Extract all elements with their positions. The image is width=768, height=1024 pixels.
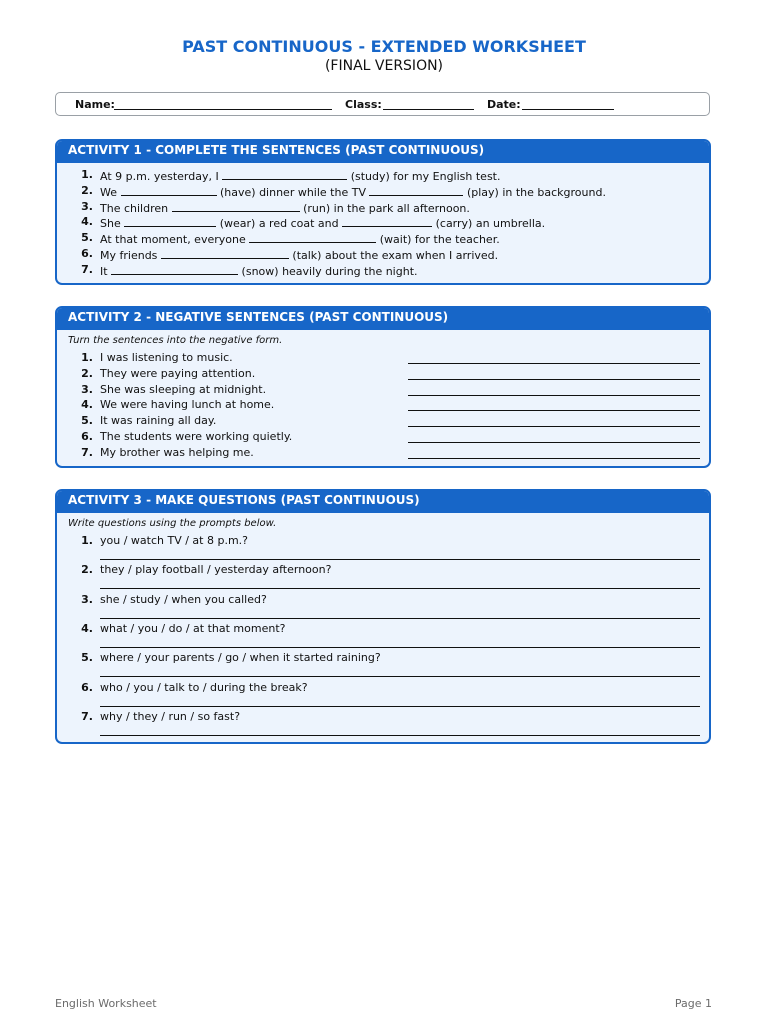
sentence-text: At 9 p.m. yesterday, I	[100, 170, 223, 183]
sentence-text: (snow) heavily during the night.	[238, 264, 418, 278]
item-number: 3.	[81, 199, 93, 213]
name-field[interactable]	[114, 109, 332, 110]
answer-blank[interactable]	[161, 247, 289, 259]
sentence	[100, 184, 606, 199]
item-number: 2.	[81, 183, 93, 197]
date-label: Date:	[487, 98, 521, 111]
item-number: 5.	[81, 651, 93, 665]
sentence: They were paying attention.	[100, 366, 256, 380]
sentence-text: The children	[100, 201, 172, 215]
class-label: Class:	[345, 98, 382, 111]
item-number: 2.	[81, 366, 93, 380]
sentence-text: At that moment, everyone	[100, 233, 250, 247]
answer-line[interactable]	[100, 735, 700, 736]
answer-line[interactable]	[100, 559, 700, 560]
answer-line[interactable]	[408, 379, 700, 380]
sentence-text: My friends	[100, 249, 161, 262]
item-number: 2.	[81, 563, 93, 577]
prompt: what / you / do / at that moment?	[100, 621, 286, 635]
item-number: 6.	[81, 430, 93, 443]
activity-3-section	[55, 489, 711, 744]
sentence-text: (have) dinner while the TV	[216, 185, 370, 199]
item-number: 7.	[81, 445, 93, 459]
item-number: 1.	[81, 168, 93, 181]
answer-line[interactable]	[408, 395, 700, 396]
sentence: We were having lunch at home.	[100, 398, 275, 412]
item-number: 6.	[81, 680, 93, 694]
item-number: 1.	[81, 351, 93, 364]
answer-line[interactable]	[100, 676, 700, 677]
item-number: 7.	[81, 262, 93, 276]
answer-blank[interactable]	[124, 215, 216, 227]
answer-blank[interactable]	[342, 215, 432, 227]
activity-1-section	[55, 139, 711, 285]
answer-line[interactable]	[408, 410, 700, 411]
prompt: they / play football / yesterday afternoon?	[100, 563, 332, 577]
item-number: 3.	[81, 592, 93, 606]
item-number: 7.	[81, 709, 93, 723]
answer-blank[interactable]	[111, 263, 238, 275]
sentence	[100, 247, 498, 262]
sentence-text: She	[100, 217, 125, 231]
answer-line[interactable]	[408, 458, 700, 459]
sentence	[100, 263, 418, 278]
student-info-box	[55, 92, 710, 116]
sentence: I was listening to music.	[100, 351, 233, 364]
name-label: Name:	[75, 98, 115, 111]
answer-blank[interactable]	[172, 200, 300, 212]
item-number: 3.	[81, 382, 93, 396]
sentence-text: (wait) for the teacher.	[376, 233, 500, 247]
answer-blank[interactable]	[369, 184, 463, 196]
sentence-text: (wear) a red coat and	[216, 217, 343, 231]
sentence: The students were working quietly.	[100, 430, 293, 443]
answer-blank[interactable]	[222, 168, 347, 180]
item-number: 5.	[81, 414, 93, 428]
item-number: 4.	[81, 398, 93, 412]
sentence-text: (play) in the background.	[463, 185, 606, 199]
sentence-text: We	[100, 185, 121, 199]
answer-line[interactable]	[100, 647, 700, 648]
sentence-text: (study) for my English test.	[347, 170, 501, 183]
answer-line[interactable]	[100, 588, 700, 589]
answer-line[interactable]	[408, 363, 700, 364]
item-number: 4.	[81, 215, 93, 229]
prompt: why / they / run / so fast?	[100, 709, 241, 723]
sentence-text: (run) in the park all afternoon.	[299, 201, 470, 215]
sentence-text: (talk) about the exam when I arrived.	[288, 249, 499, 262]
prompt: she / study / when you called?	[100, 592, 267, 606]
item-number: 6.	[81, 247, 93, 260]
sentence-text: (carry) an umbrella.	[432, 217, 546, 231]
date-field[interactable]	[522, 109, 614, 110]
answer-blank[interactable]	[121, 184, 217, 196]
prompt: you / watch TV / at 8 p.m.?	[100, 534, 248, 547]
sentence	[100, 215, 545, 230]
sentence	[100, 168, 500, 183]
answer-line[interactable]	[100, 618, 700, 619]
activity-3-instruction: Write questions using the prompts below.	[68, 518, 277, 529]
activity-2-section	[55, 306, 711, 468]
sentence	[100, 200, 470, 215]
sentence	[100, 231, 500, 246]
answer-line[interactable]	[408, 426, 700, 427]
item-number: 4.	[81, 621, 93, 635]
prompt: who / you / talk to / during the break?	[100, 680, 308, 694]
item-number: 5.	[81, 231, 93, 245]
footer-label: English Worksheet	[55, 997, 157, 1010]
activity-2-title: ACTIVITY 2 - NEGATIVE SENTENCES (PAST CONTINUOUS)	[57, 308, 709, 330]
item-number: 1.	[81, 534, 93, 547]
sentence: My brother was helping me.	[100, 445, 254, 459]
worksheet-title: PAST CONTINUOUS - EXTENDED WORKSHEET	[182, 37, 586, 56]
page-number: Page 1	[674, 997, 712, 1010]
sentence-text: It	[100, 264, 112, 278]
sentence: She was sleeping at midnight.	[100, 382, 267, 396]
activity-1-title: ACTIVITY 1 - COMPLETE THE SENTENCES (PAST CONTINUOUS)	[57, 141, 709, 163]
activity-2-instruction: Turn the sentences into the negative form.	[68, 335, 283, 346]
answer-line[interactable]	[100, 706, 700, 707]
class-field[interactable]	[383, 109, 474, 110]
answer-blank[interactable]	[249, 231, 376, 243]
answer-line[interactable]	[408, 442, 700, 443]
prompt: where / your parents / go / when it started raining?	[100, 651, 381, 665]
worksheet-subtitle: (FINAL VERSION)	[324, 58, 444, 74]
activity-3-title: ACTIVITY 3 - MAKE QUESTIONS (PAST CONTINUOUS)	[57, 491, 709, 513]
sentence: It was raining all day.	[100, 414, 217, 428]
